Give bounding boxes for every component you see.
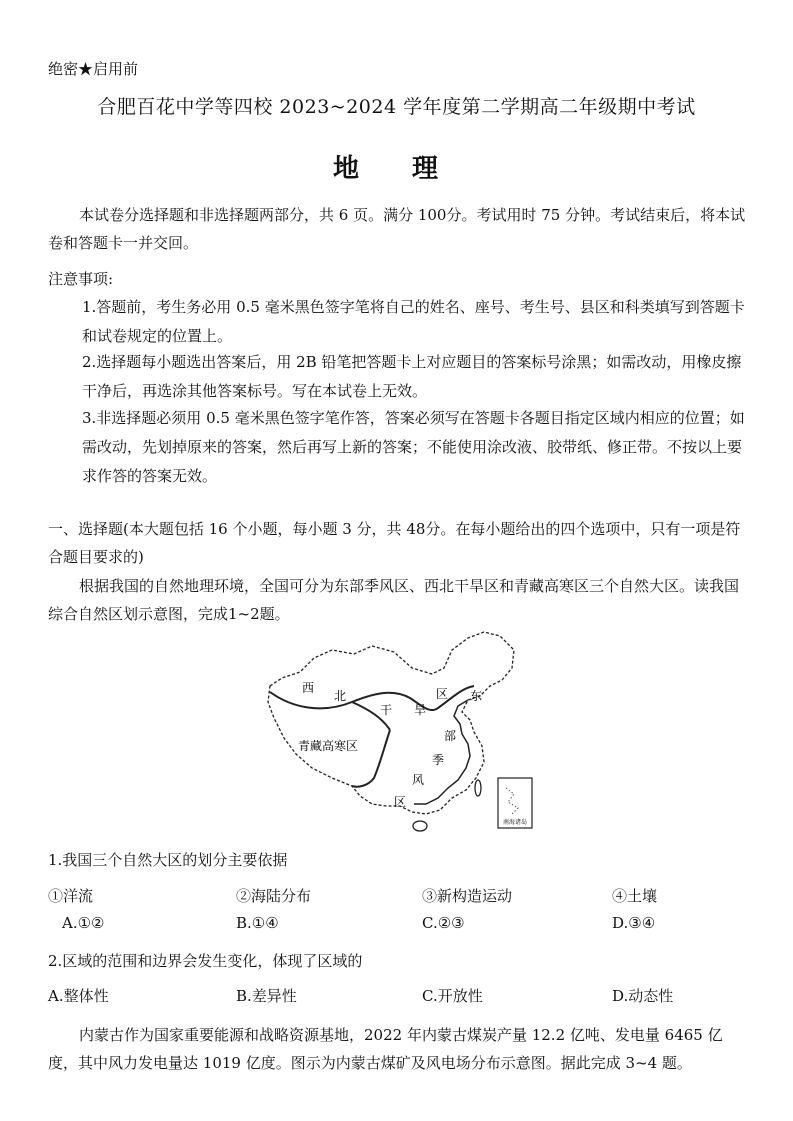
q1-option-d[interactable]: D.③④ bbox=[612, 914, 656, 932]
q2-option-c[interactable]: C.开放性 bbox=[422, 987, 483, 1005]
china-region-map bbox=[262, 628, 544, 840]
exam-title: 合肥百花中学等四校 2023~2024 学年度第二学期高二年级期中考试 bbox=[97, 96, 696, 118]
context-paragraph-2: 内蒙古作为国家重要能源和战略资源基地，2022 年内蒙古煤炭产量 12.2 亿吨、发电量 6465 亿度，其中风力发电量达 1019 亿度。图示为内蒙古煤矿及风电场分布示意图。据此完成 3~4 题。 bbox=[48, 1026, 723, 1072]
china-map-svg bbox=[262, 628, 544, 840]
q2-option-a[interactable]: A.整体性 bbox=[48, 987, 109, 1005]
label-qu2: 区 bbox=[394, 795, 407, 809]
label-qu1: 区 bbox=[436, 687, 449, 701]
notice-item-1: 1.答题前，考生务必用 0.5 毫米黑色签字笔将自己的姓名、座号、考生号、县区和科类填写到答题卡和试卷规定的位置上。 bbox=[82, 298, 745, 345]
label-bu: 部 bbox=[444, 729, 457, 743]
question-1-stem: 1.我国三个自然大区的划分主要依据 bbox=[48, 851, 288, 869]
label-dong: 东 bbox=[470, 689, 483, 703]
q1-item-2: ②海陆分布 bbox=[236, 887, 312, 905]
q2-option-d[interactable]: D.动态性 bbox=[612, 987, 674, 1005]
hainan-island bbox=[413, 821, 427, 831]
q1-item-4: ④土壤 bbox=[612, 887, 658, 905]
q1-item-1: ①洋流 bbox=[48, 887, 94, 905]
q1-option-a[interactable]: A.①② bbox=[62, 914, 105, 932]
question-2-stem: 2.区域的范围和边界会发生变化，体现了区域的 bbox=[48, 952, 363, 970]
section-1-heading: 一、选择题(本大题包括 16 个小题，每小题 3 分，共 48分。在每小题给出的四个选项中，只有一项是符合题目要求的) bbox=[48, 520, 741, 566]
notice-item-2: 2.选择题每小题选出答案后，用 2B 铅笔把答题卡上对应题目的答案标号涂黑；如需改动，用橡皮擦干净后，再选涂其他答案标号。写在本试卷上无效。 bbox=[82, 353, 742, 400]
notice-item-3: 3.非选择题必须用 0.5 毫米黑色签字笔作答，答案必须写在答题卡各题目指定区域内相应的位置；如需改动，先划掉原来的答案，然后再写上新的答案；不能使用涂改液、胶带纸、修正带。不按以上要求作答的答案无效。 bbox=[82, 409, 745, 485]
secret-mark: 绝密★启用前 bbox=[48, 60, 139, 78]
label-ji: 季 bbox=[432, 753, 445, 767]
taiwan-island bbox=[475, 780, 481, 796]
q1-option-c[interactable]: C.②③ bbox=[422, 914, 465, 932]
china-outline bbox=[268, 632, 514, 814]
q1-option-b[interactable]: B.①④ bbox=[236, 914, 279, 932]
q1-item-3: ③新构造运动 bbox=[422, 887, 513, 905]
label-bei: 北 bbox=[334, 689, 347, 703]
label-gan: 干 bbox=[380, 703, 393, 717]
label-feng: 风 bbox=[412, 773, 425, 787]
label-han: 旱 bbox=[414, 703, 427, 717]
label-qingzang: 青藏高寒区 bbox=[298, 739, 359, 753]
q2-option-b[interactable]: B.差异性 bbox=[236, 987, 297, 1005]
notice-heading: 注意事项: bbox=[48, 270, 114, 288]
subject-title: 地 理 bbox=[332, 154, 461, 184]
label-xi: 西 bbox=[302, 681, 315, 695]
intro-paragraph: 本试卷分选择题和非选择题两部分，共 6 页。满分 100分。考试用时 75 分钟。考试结束后，将本试卷和答题卡一并交回。 bbox=[48, 206, 746, 252]
inset-label: 南海诸岛 bbox=[502, 819, 528, 826]
context-paragraph-1: 根据我国的自然地理环境，全国可分为东部季风区、西北干旱区和青藏高寒区三个自然大区。读我国综合自然区划示意图，完成1~2题。 bbox=[48, 577, 740, 623]
